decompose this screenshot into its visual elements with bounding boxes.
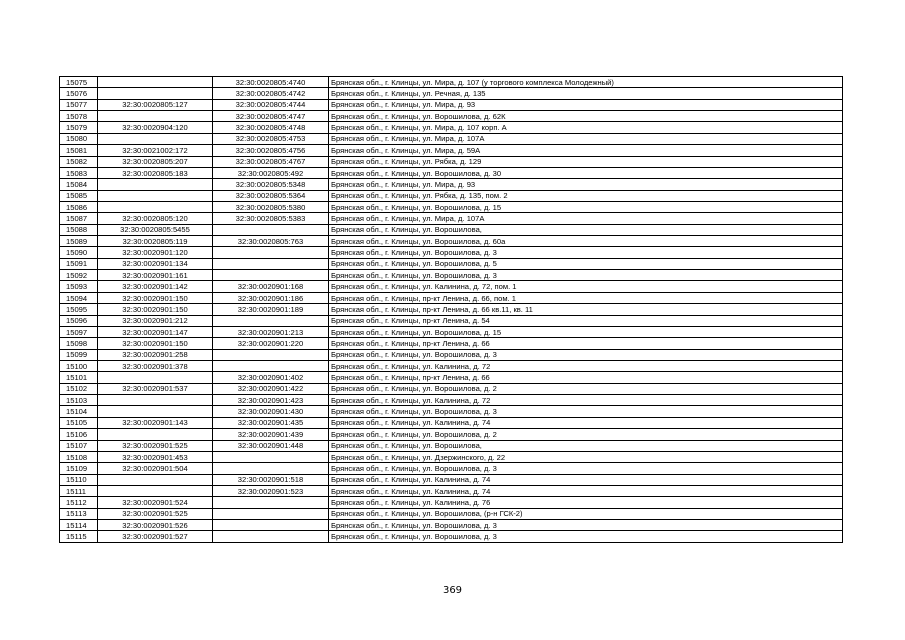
cell-object-cadastral-number: 32:30:0020805:4747 [213,111,329,122]
table-row [60,508,843,519]
cell-address: Брянская обл., г. Клинцы, ул. Калинина, д. 74 [329,485,843,496]
cell-address: Брянская обл., г. Клинцы, пр-кт Ленина, д. 66, пом. 1 [329,292,843,303]
cell-record-number: 15108 [60,451,98,462]
cell-land-cadastral-number: 32:30:0020901:161 [98,270,213,281]
cell-object-cadastral-number: 32:30:0020805:5348 [213,179,329,190]
cell-address: Брянская обл., г. Клинцы, ул. Ворошилова, д. 62К [329,111,843,122]
cell-land-cadastral-number [98,372,213,383]
cell-object-cadastral-number: 32:30:0020901:189 [213,304,329,315]
cell-record-number: 15110 [60,474,98,485]
cell-record-number: 15088 [60,224,98,235]
table-row [60,99,843,110]
cell-land-cadastral-number: 32:30:0020901:142 [98,281,213,292]
cell-address: Брянская обл., г. Клинцы, ул. Мира, д. 59А [329,145,843,156]
table-row [60,315,843,326]
cell-land-cadastral-number: 32:30:0020904:120 [98,122,213,133]
cell-object-cadastral-number [213,224,329,235]
cell-address: Брянская обл., г. Клинцы, ул. Рябка, д. 129 [329,156,843,167]
table-row [60,326,843,337]
cell-object-cadastral-number: 32:30:0020805:5364 [213,190,329,201]
table-row [60,258,843,269]
cell-object-cadastral-number [213,270,329,281]
registry-table-body [60,77,843,543]
cell-address: Брянская обл., г. Клинцы, ул. Ворошилова, д. 3 [329,247,843,258]
cell-object-cadastral-number [213,315,329,326]
cell-record-number: 15111 [60,485,98,496]
cell-land-cadastral-number [98,111,213,122]
cell-record-number: 15085 [60,190,98,201]
cell-object-cadastral-number: 32:30:0020901:439 [213,429,329,440]
cell-land-cadastral-number [98,77,213,88]
cell-object-cadastral-number: 32:30:0020901:402 [213,372,329,383]
cell-object-cadastral-number: 32:30:0020805:763 [213,236,329,247]
cell-object-cadastral-number [213,520,329,531]
cell-record-number: 15102 [60,383,98,394]
table-row [60,88,843,99]
cell-land-cadastral-number [98,179,213,190]
table-row [60,236,843,247]
cell-land-cadastral-number: 32:30:0020901:525 [98,508,213,519]
cell-land-cadastral-number [98,395,213,406]
table-row [60,531,843,542]
cell-record-number: 15080 [60,133,98,144]
cell-land-cadastral-number: 32:30:0020805:5455 [98,224,213,235]
cell-record-number: 15089 [60,236,98,247]
cell-address: Брянская обл., г. Клинцы, ул. Ворошилова, д. 3 [329,270,843,281]
cell-land-cadastral-number: 32:30:0020901:150 [98,338,213,349]
cell-record-number: 15090 [60,247,98,258]
cell-land-cadastral-number [98,485,213,496]
cell-record-number: 15095 [60,304,98,315]
cell-land-cadastral-number: 32:30:0020901:258 [98,349,213,360]
table-row [60,451,843,462]
cell-object-cadastral-number: 32:30:0020805:4748 [213,122,329,133]
cell-record-number: 15077 [60,99,98,110]
cell-object-cadastral-number [213,451,329,462]
cell-record-number: 15104 [60,406,98,417]
table-row [60,270,843,281]
cell-object-cadastral-number: 32:30:0020901:430 [213,406,329,417]
cell-object-cadastral-number: 32:30:0020901:423 [213,395,329,406]
table-row [60,417,843,428]
cell-address: Брянская обл., г. Клинцы, ул. Ворошилова, д. 3 [329,463,843,474]
cell-address: Брянская обл., г. Клинцы, ул. Ворошилова, д. 2 [329,429,843,440]
cell-address: Брянская обл., г. Клинцы, ул. Рябка, д. 135, пом. 2 [329,190,843,201]
table-row [60,133,843,144]
cell-land-cadastral-number: 32:30:0020805:207 [98,156,213,167]
cell-address: Брянская обл., г. Клинцы, ул. Калинина, д. 76 [329,497,843,508]
cell-record-number: 15082 [60,156,98,167]
table-row [60,201,843,212]
cell-address: Брянская обл., г. Клинцы, пр-кт Ленина, д. 54 [329,315,843,326]
cell-land-cadastral-number: 32:30:0020901:134 [98,258,213,269]
cell-address: Брянская обл., г. Клинцы, ул. Ворошилова, д. 3 [329,406,843,417]
table-row [60,520,843,531]
cell-address: Брянская обл., г. Клинцы, ул. Калинина, д. 74 [329,474,843,485]
cell-record-number: 15091 [60,258,98,269]
cell-land-cadastral-number: 32:30:0020901:537 [98,383,213,394]
cell-address: Брянская обл., г. Клинцы, ул. Ворошилова, д. 3 [329,520,843,531]
cell-record-number: 15078 [60,111,98,122]
table-row [60,440,843,451]
cell-land-cadastral-number: 32:30:0020901:120 [98,247,213,258]
table-row [60,372,843,383]
cell-land-cadastral-number: 32:30:0020901:147 [98,326,213,337]
cell-object-cadastral-number: 32:30:0020901:435 [213,417,329,428]
cell-object-cadastral-number: 32:30:0020805:4756 [213,145,329,156]
cell-object-cadastral-number: 32:30:0020805:4767 [213,156,329,167]
table-row [60,145,843,156]
cell-object-cadastral-number: 32:30:0020901:448 [213,440,329,451]
cell-object-cadastral-number [213,258,329,269]
cell-address: Брянская обл., г. Клинцы, ул. Калинина, д. 74 [329,417,843,428]
table-row [60,224,843,235]
cell-object-cadastral-number [213,463,329,474]
cell-record-number: 15075 [60,77,98,88]
cell-address: Брянская обл., г. Клинцы, ул. Ворошилова, (р-н ГСК-2) [329,508,843,519]
table-row [60,395,843,406]
cell-record-number: 15093 [60,281,98,292]
cell-land-cadastral-number [98,406,213,417]
cell-address: Брянская обл., г. Клинцы, ул. Ворошилова, д. 2 [329,383,843,394]
table-row [60,383,843,394]
page-number: 369 [442,585,463,596]
table-row [60,167,843,178]
cell-address: Брянская обл., г. Клинцы, ул. Ворошилова, д. 3 [329,531,843,542]
cell-record-number: 15114 [60,520,98,531]
cell-land-cadastral-number: 32:30:0020901:150 [98,304,213,315]
cell-record-number: 15112 [60,497,98,508]
cell-address: Брянская обл., г. Клинцы, ул. Мира, д. 93 [329,99,843,110]
cell-record-number: 15115 [60,531,98,542]
cell-record-number: 15107 [60,440,98,451]
table-row [60,156,843,167]
cell-object-cadastral-number: 32:30:0020901:213 [213,326,329,337]
cell-object-cadastral-number: 32:30:0020901:186 [213,292,329,303]
table-row [60,292,843,303]
cell-object-cadastral-number: 32:30:0020901:422 [213,383,329,394]
cell-record-number: 15087 [60,213,98,224]
cell-address: Брянская обл., г. Клинцы, ул. Ворошилова, д. 15 [329,201,843,212]
table-row [60,304,843,315]
cell-record-number: 15113 [60,508,98,519]
cell-address: Брянская обл., г. Клинцы, ул. Ворошилова, д. 15 [329,326,843,337]
cell-land-cadastral-number [98,133,213,144]
table-row [60,349,843,360]
table-row [60,213,843,224]
table-row [60,497,843,508]
cell-record-number: 15097 [60,326,98,337]
cell-object-cadastral-number [213,497,329,508]
table-row [60,485,843,496]
cell-address: Брянская обл., г. Клинцы, пр-кт Ленина, д. 66 [329,338,843,349]
cell-object-cadastral-number [213,247,329,258]
cell-address: Брянская обл., г. Клинцы, ул. Ворошилова, [329,224,843,235]
table-row [60,338,843,349]
cell-land-cadastral-number [98,190,213,201]
cell-address: Брянская обл., г. Клинцы, ул. Мира, д. 107 корп. А [329,122,843,133]
cell-land-cadastral-number: 32:30:0020805:120 [98,213,213,224]
table-row [60,190,843,201]
cell-record-number: 15103 [60,395,98,406]
cell-address: Брянская обл., г. Клинцы, ул. Ворошилова, д. 3 [329,349,843,360]
cell-address: Брянская обл., г. Клинцы, ул. Калинина, д. 72 [329,395,843,406]
cell-land-cadastral-number: 32:30:0020901:524 [98,497,213,508]
table-row [60,111,843,122]
cell-object-cadastral-number [213,360,329,371]
cell-object-cadastral-number: 32:30:0020805:4753 [213,133,329,144]
cell-object-cadastral-number: 32:30:0020805:4744 [213,99,329,110]
cell-land-cadastral-number: 32:30:0020901:150 [98,292,213,303]
cell-land-cadastral-number: 32:30:0020901:527 [98,531,213,542]
cell-address: Брянская обл., г. Клинцы, ул. Мира, д. 107А [329,133,843,144]
cell-address: Брянская обл., г. Клинцы, ул. Мира, д. 107А [329,213,843,224]
cell-object-cadastral-number: 32:30:0020901:518 [213,474,329,485]
cell-land-cadastral-number: 32:30:0020901:212 [98,315,213,326]
cell-object-cadastral-number: 32:30:0020901:220 [213,338,329,349]
cell-address: Брянская обл., г. Клинцы, пр-кт Ленина, д. 66 кв.11, кв. 11 [329,304,843,315]
cell-land-cadastral-number [98,429,213,440]
cell-record-number: 15092 [60,270,98,281]
cell-land-cadastral-number [98,474,213,485]
cell-record-number: 15076 [60,88,98,99]
cell-address: Брянская обл., г. Клинцы, ул. Ворошилова, д. 30 [329,167,843,178]
cell-land-cadastral-number: 32:30:0020901:525 [98,440,213,451]
cell-land-cadastral-number: 32:30:0020901:378 [98,360,213,371]
cell-record-number: 15100 [60,360,98,371]
table-row [60,179,843,190]
cell-land-cadastral-number: 32:30:0020901:526 [98,520,213,531]
cell-land-cadastral-number: 32:30:0020805:127 [98,99,213,110]
cell-object-cadastral-number: 32:30:0020805:5383 [213,213,329,224]
cell-record-number: 15106 [60,429,98,440]
cell-record-number: 15099 [60,349,98,360]
cell-record-number: 15101 [60,372,98,383]
cell-address: Брянская обл., г. Клинцы, ул. Ворошилова, [329,440,843,451]
cell-land-cadastral-number: 32:30:0020901:143 [98,417,213,428]
cell-record-number: 15105 [60,417,98,428]
table-row [60,429,843,440]
cell-object-cadastral-number: 32:30:0020805:492 [213,167,329,178]
cell-address: Брянская обл., г. Клинцы, ул. Дзержинского, д. 22 [329,451,843,462]
cell-object-cadastral-number [213,531,329,542]
table-row [60,474,843,485]
table-row [60,77,843,88]
cell-object-cadastral-number [213,508,329,519]
cell-object-cadastral-number: 32:30:0020805:4742 [213,88,329,99]
table-row [60,281,843,292]
cell-land-cadastral-number: 32:30:0020805:183 [98,167,213,178]
cell-record-number: 15098 [60,338,98,349]
cell-address: Брянская обл., г. Клинцы, ул. Речная, д. 135 [329,88,843,99]
cell-record-number: 15096 [60,315,98,326]
cell-object-cadastral-number [213,349,329,360]
cell-land-cadastral-number: 32:30:0020901:453 [98,451,213,462]
table-row [60,406,843,417]
cell-record-number: 15079 [60,122,98,133]
cell-land-cadastral-number [98,201,213,212]
cell-address: Брянская обл., г. Клинцы, ул. Мира, д. 93 [329,179,843,190]
cell-record-number: 15094 [60,292,98,303]
cell-address: Брянская обл., г. Клинцы, ул. Ворошилова, д. 60а [329,236,843,247]
cell-land-cadastral-number: 32:30:0021002:172 [98,145,213,156]
table-row [60,122,843,133]
cell-object-cadastral-number: 32:30:0020901:523 [213,485,329,496]
cell-land-cadastral-number: 32:30:0020901:504 [98,463,213,474]
table-row [60,247,843,258]
cell-record-number: 15086 [60,201,98,212]
cell-record-number: 15109 [60,463,98,474]
registry-table [59,76,843,543]
cell-record-number: 15083 [60,167,98,178]
cell-address: Брянская обл., г. Клинцы, ул. Калинина, д. 72 [329,360,843,371]
cell-address: Брянская обл., г. Клинцы, ул. Ворошилова, д. 5 [329,258,843,269]
cell-record-number: 15084 [60,179,98,190]
cell-land-cadastral-number [98,88,213,99]
cell-address: Брянская обл., г. Клинцы, пр-кт Ленина, д. 66 [329,372,843,383]
cell-object-cadastral-number: 32:30:0020805:4740 [213,77,329,88]
table-row [60,360,843,371]
table-row [60,463,843,474]
cell-address: Брянская обл., г. Клинцы, ул. Калинина, д. 72, пом. 1 [329,281,843,292]
cell-object-cadastral-number: 32:30:0020805:5380 [213,201,329,212]
cell-address: Брянская обл., г. Клинцы, ул. Мира, д. 107 (у торгового комплекса Молодежный) [329,77,843,88]
cell-land-cadastral-number: 32:30:0020805:119 [98,236,213,247]
cell-record-number: 15081 [60,145,98,156]
cell-object-cadastral-number: 32:30:0020901:168 [213,281,329,292]
